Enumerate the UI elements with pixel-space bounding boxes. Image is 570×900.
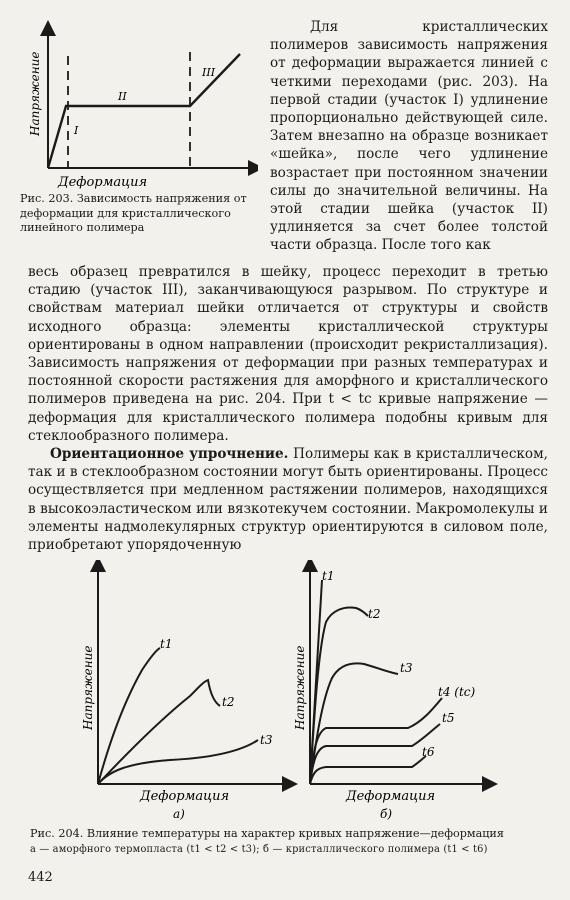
plot-b xyxy=(293,564,490,821)
fig203-xlabel: Деформация xyxy=(58,175,148,190)
caption-line-1: Рис. 204. Влияние температуры на характер кривых напряжение—деформация xyxy=(30,827,504,840)
plot-a-ylabel: Напряжение xyxy=(81,645,95,730)
plot-b-ylabel: Напряжение xyxy=(293,645,307,730)
curve-b-t5 xyxy=(310,724,440,784)
figure-203-caption: Рис. 203. Зависимость напряжения от деформации для кристаллического линейного полимера xyxy=(20,192,247,234)
caption-line-2: а — аморфного термопласта (t1 < t2 < t3); б — кристаллического полимера (t1 < t6) xyxy=(30,844,488,855)
label-a-t1: t1 xyxy=(160,637,173,651)
label-b-t5: t5 xyxy=(442,711,455,725)
region-label-1: I xyxy=(74,124,79,137)
label-b-t1: t1 xyxy=(322,569,335,583)
curve-a-t1 xyxy=(98,648,160,784)
paragraph-body: Полимеры как в кристаллическом, так и в стеклообразном состоянии могут быть ориентированы. Процесс осуществляется при медленном растяжении полимеров, находящихся в высокоэластическом или вязкотекучем состоянии. Макромолекулы и элементы надмолекулярных структур ориентируются в силовом поле, приобретают упорядоченную xyxy=(28,446,549,554)
figure-204-caption xyxy=(30,826,555,858)
curve-a-t2 xyxy=(98,680,220,784)
region-label-2: II xyxy=(118,90,127,103)
paragraph-orientation xyxy=(28,445,548,554)
paragraph: Для кристаллических полимеров зависимость напряжения от деформации выражается линией с четкими переходами (рис. 203). На первой стадии (участок I) удлинение пропорционально действующей силе. Затем внезапно на образце возникает «шейка», после чего удлинение возрастает при постоянном значении силы до значительной величины. На этой стадии шейка (участок II) удлиняется за счет более толстой части образца. После того как xyxy=(270,19,548,254)
plot-b-xlabel: Деформация xyxy=(346,789,436,804)
curve-b-t6 xyxy=(310,756,426,784)
label-a-t3: t3 xyxy=(260,733,273,747)
plot-a-xlabel: Деформация xyxy=(140,789,230,804)
region-label-3: III xyxy=(202,66,216,79)
label-b-t3: t3 xyxy=(400,661,413,675)
label-b-t6: t6 xyxy=(422,745,435,759)
section-heading: Ориентационное упрочнение. xyxy=(50,446,289,463)
right-column-text xyxy=(270,18,548,255)
plot-a-sublabel: а) xyxy=(173,807,185,821)
main-text xyxy=(28,263,548,554)
plot-a xyxy=(81,564,290,821)
plot-b-sublabel: б) xyxy=(380,807,393,821)
label-a-t2: t2 xyxy=(222,695,235,709)
page-number: 442 xyxy=(28,870,53,885)
curve-b-t4 xyxy=(310,698,442,784)
figure-204 xyxy=(70,560,560,832)
figure-203-plot xyxy=(18,18,258,193)
fig203-ylabel: Напряжение xyxy=(28,51,42,136)
label-b-t4: t4 (tc) xyxy=(438,685,476,699)
paragraph: весь образец превратился в шейку, процесс переходит в третью стадию (участок III), заканчивающуюся разрывом. По структуре и свойствам материал шейки отличается от структуры и свойств исходного образца: элементы кристаллической структуры ориентированы в одном направлении (происходит рекристаллизация). Зависимость напряжения от деформации при разных температурах и постоянной скорости растяжения для аморфного и кристаллического полимеров приведена на рис. 204. При t < tс кривые напряжение — деформация для кристаллического полимера подобны кривым для стеклообразного полимера. xyxy=(28,264,548,444)
curve-a-t3 xyxy=(98,740,258,784)
label-b-t2: t2 xyxy=(368,607,381,621)
figure-204-plots xyxy=(70,560,560,832)
curve-b-t3 xyxy=(310,663,398,784)
